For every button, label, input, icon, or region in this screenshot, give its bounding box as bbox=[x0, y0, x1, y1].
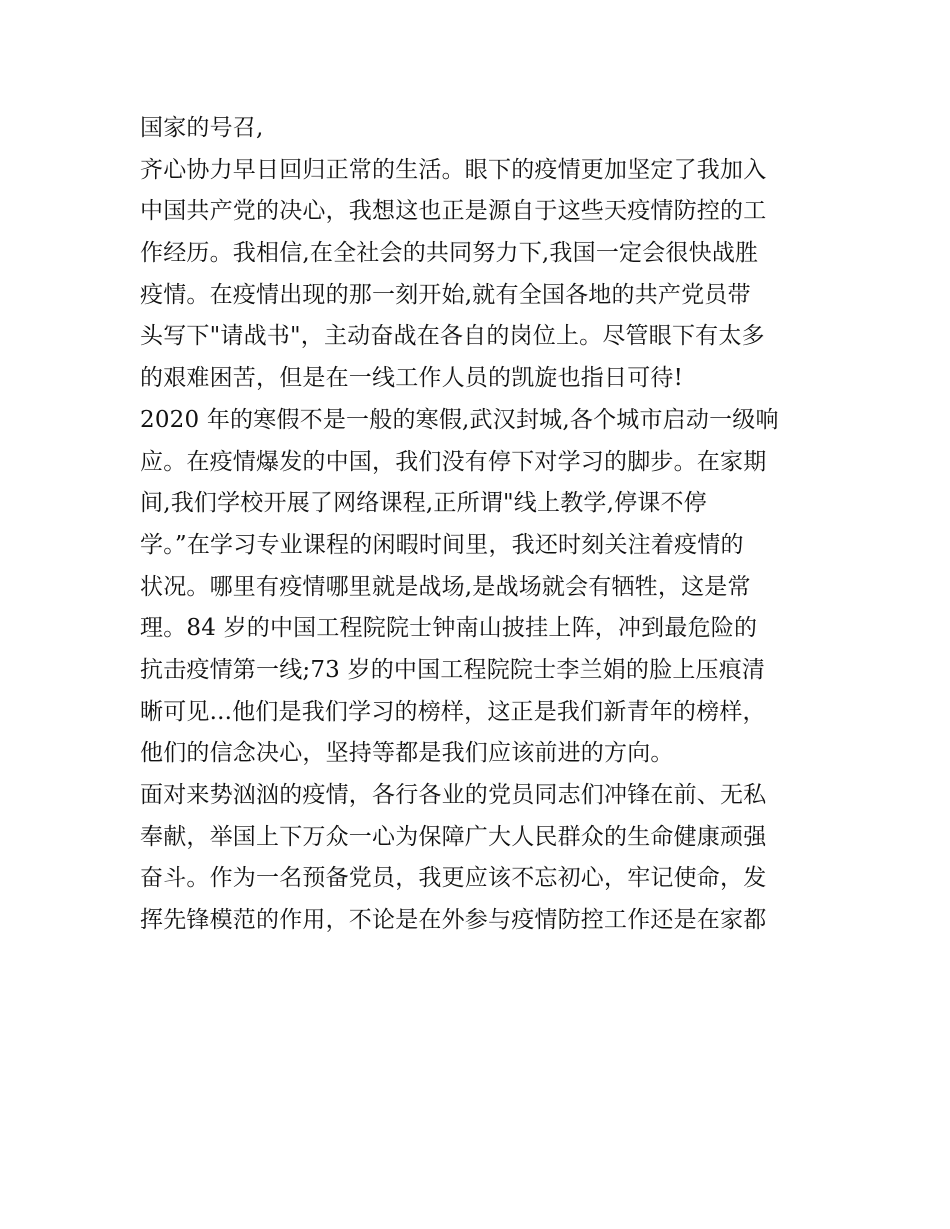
text-line: 的艰难困苦，但是在一线工作人员的凯旋也指日可待! bbox=[140, 365, 684, 392]
document-body bbox=[140, 108, 820, 942]
text-line: 间,我们学校开展了网络课程,正所谓"线上教学,停课不停 bbox=[140, 490, 707, 517]
text-line: 奋斗。作为一名预备党员，我更应该不忘初心，牢记使命，发 bbox=[140, 865, 767, 892]
text-line: 学。”在学习专业课程的闲暇时间里，我还时刻关注着疫情的 bbox=[140, 531, 744, 558]
text-line: 理。84 岁的中国工程院院士钟南山披挂上阵，冲到最危险的 bbox=[140, 615, 758, 642]
text-line: 抗击疫情第一线;73 岁的中国工程院院士李兰娟的脸上压痕清 bbox=[140, 656, 766, 683]
text-line: 中国共产党的决心，我想这也正是源自于这些天疫情防控的工 bbox=[140, 198, 767, 225]
text-line: 国家的号召, bbox=[140, 115, 264, 141]
text-line: 挥先锋模范的作用，不论是在外参与疫情防控工作还是在家都 bbox=[140, 907, 767, 934]
text-line: 状况。哪里有疫情哪里就是战场,是战场就会有牺牲，这是常 bbox=[140, 573, 751, 600]
text-line: 应。在疫情爆发的中国，我们没有停下对学习的脚步。在家期 bbox=[140, 448, 767, 475]
text-line: 奉献，举国上下万众一心为保障广大人民群众的生命健康顽强 bbox=[140, 823, 767, 850]
text-line: 2020 年的寒假不是一般的寒假,武汉封城,各个城市启动一级响 bbox=[140, 406, 779, 433]
text-line: 疫情。在疫情出现的那一刻开始,就有全国各地的共产党员带 bbox=[140, 281, 751, 308]
text-line: 他们的信念决心，坚持等都是我们应该前进的方向。 bbox=[140, 740, 674, 767]
text-line: 作经历。我相信,在全社会的共同努力下,我国一定会很快战胜 bbox=[140, 240, 759, 267]
text-line: 齐心协力早日回归正常的生活。眼下的疫情更加坚定了我加入 bbox=[140, 156, 767, 183]
text-line: 面对来势汹汹的疫情，各行各业的党员同志们冲锋在前、无私 bbox=[140, 782, 767, 808]
text-line: 晰可见...他们是我们学习的榜样，这正是我们新青年的榜样， bbox=[140, 698, 766, 725]
text-line: 头写下"请战书"，主动奋战在各自的岗位上。尽管眼下有太多 bbox=[140, 323, 765, 350]
